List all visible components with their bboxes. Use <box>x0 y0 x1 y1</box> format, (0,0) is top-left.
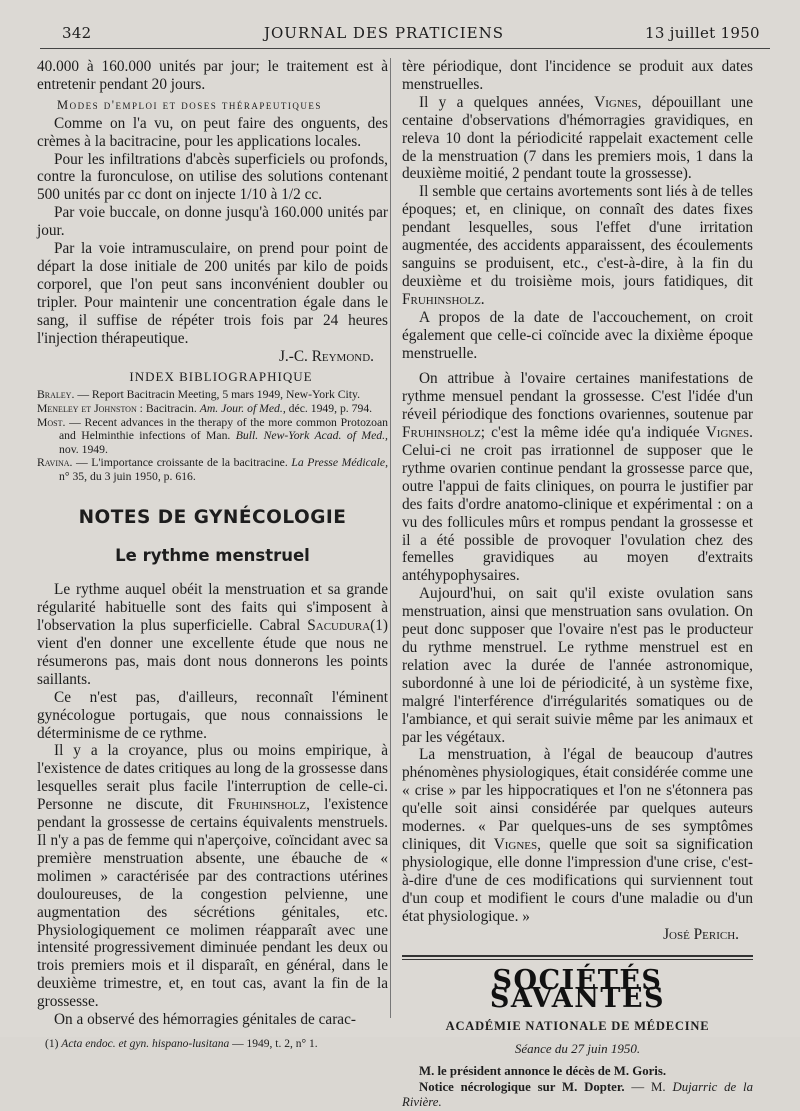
bibliography-entry <box>37 456 388 483</box>
text-run: On attribue à l'ovaire certaines manifestations de rythme mensuel pendant la grossesse. C'est l'idée d'un réveil périodique des fonctions ovariennes, soutenue par <box>402 370 753 424</box>
article-title: Le rythme menstruel <box>115 546 310 566</box>
section-rule <box>402 955 753 957</box>
text-run: , dépouillant une centaine d'observations d'hémorragies gravidiques, en releva 10 dont la périodicité rappelait exactement celle de la menstruation (7 dans les premiers mois, 1 dans la deuxième moitié, 2 pendant toute la grossesse). <box>402 93 753 183</box>
text-run: La menstruation, à l'égal de beaucoup d'autres phénomènes physiologiques, était considérée comme une « crise » par les hippocratiques et l'on ne s'étonnera pas qu'elle soit ainsi considérée par quelques auteurs modernes. « Par quelques-uns de ses symptômes cliniques, dit <box>402 746 753 853</box>
paragraph <box>402 746 753 925</box>
paragraph <box>402 370 753 585</box>
cited-author: Vignes <box>493 835 538 853</box>
paragraph <box>37 581 388 688</box>
text-run: Il y a la croyance, plus ou moins empirique, à l'existence de dates critiques au long de la grossesse dans lesquelles serait plus facile l'interruption de celle-ci. Personne ne discute, dit <box>37 742 388 814</box>
paragraph: Par la voie intramusculaire, on prend pour point de départ la dose initiale de 200 unités par kilo de poids corporel, que l'on peut sans inconvénient doubler ou tripler. Pour maintenir une concentration égale dans le sang, il suffise de répéter trois fois par 24 heures l'injection thérapeutique. <box>37 240 388 347</box>
paragraph: 40.000 à 160.000 unités par jour; le traitement est à entretenir pendant 20 jours. <box>37 58 388 93</box>
header-rule <box>40 48 770 49</box>
paragraph: Pour les infiltrations d'abcès superficiels ou profonds, contre la furonculose, on utilise des solutions contenant 500 unités par cc dont on injecte 1/10 à 1/2 cc. <box>37 150 388 204</box>
bib-text: nov. 1949. <box>59 442 108 456</box>
paragraph: Par voie buccale, on donne jusqu'à 160.000 unités par jour. <box>37 204 388 240</box>
session-date-text: Séance du 27 juin 1950. <box>514 1041 641 1057</box>
paragraph <box>402 183 753 308</box>
cited-author: Fruhinsholz <box>402 424 481 442</box>
paragraph <box>402 94 753 184</box>
journal-title: JOURNAL DES PRATICIENS <box>264 24 505 42</box>
bib-author: Braley. <box>37 388 75 402</box>
session-date <box>402 1040 753 1058</box>
footnote <box>37 1037 388 1051</box>
text-run: — M. <box>624 1079 673 1094</box>
author-signature: J.-C. Reymond. <box>278 347 374 365</box>
text-run: Il semble que certains avortements sont liés à de telles époques; et, en clinique, on connaît des dates fixes pendant lesquelles, sous l'effet d'une irritation augmentée, des accidents apparaissent, des écoulements sanguins se produisent, etc., c'est-à-dire, à la fin du deuxième et du troisième mois, jours fatidiques, dit <box>402 183 753 290</box>
text-run: Le rythme auquel obéit la menstruation et sa grande régularité habituelle sont des faits qui s'imposent à l'observation la plus superficielle. Cabral <box>37 581 388 635</box>
bib-text: — Recent advances in the therapy of the more common Protozoan and Helminthie infections of Man. <box>59 415 388 443</box>
cited-author: Vignes <box>594 93 638 111</box>
bib-journal: Am. Jour. of Med., <box>199 401 286 415</box>
text-run: Il y a quelques années, <box>419 93 595 111</box>
issue-date: 13 juillet 1950 <box>645 24 760 42</box>
footnote-journal: Acta endoc. et gyn. hispano-lusitana <box>61 1037 230 1050</box>
author-signature: José Perich. <box>663 925 739 943</box>
bibliography-list <box>37 388 388 483</box>
left-column <box>37 58 388 1051</box>
academy-title: ACADÉMIE NATIONALE DE MÉDECINE <box>445 1019 710 1034</box>
column-divider <box>390 58 391 1018</box>
section-rule <box>402 959 753 960</box>
paragraph <box>37 742 388 1011</box>
obituary-notice <box>402 1080 753 1111</box>
bib-text: déc. 1949, p. 794. <box>285 401 373 415</box>
section-title: NOTES DE GYNÉCOLOGIE <box>78 507 347 529</box>
paragraph: Aujourd'hui, on sait qu'il existe ovulation sans menstruation, ainsi que menstruation sans ovulation. On peut donc supposer que l'ovaire n'est pas le producteur du rythme menstruel. Le rythme menstruel est en relation avec la durée de l'année astronomique, subordonné à une loi de périodicité, à un système fixe, malgré l'interférence d'irrégularités somatiques ou de l'ambiance, et qui serait suivie même par les animaux et par les végétaux. <box>402 585 753 746</box>
societies-title: SOCIÉTÉS SAVANTES <box>489 965 666 1015</box>
right-column <box>402 58 753 1111</box>
bibliography-entry <box>37 415 388 457</box>
footnote-number: (1) <box>45 1037 62 1050</box>
bib-text: — Report Bacitracin Meeting, 5 mars 1949, New-York City. <box>74 388 361 402</box>
footnote-text: — 1949, t. 2, n° 1. <box>229 1037 318 1050</box>
notice-title: Notice nécrologique sur M. Dopter. <box>419 1079 625 1094</box>
bib-journal: La Presse Médicale, <box>291 456 388 470</box>
bib-text: : Bacitracin. <box>136 401 200 415</box>
cited-author: Vignes <box>705 424 750 442</box>
bibliography-entry <box>37 388 388 402</box>
bib-author: Most. <box>37 415 66 429</box>
page-header <box>0 0 800 50</box>
text-run: . Celui-ci ne croit pas irrationnel de supposer que le rythme ovarien continue pendant la grossesse parce que, outre l'appui de faits cliniques, on pourra le justifier par des faits d'ordre anatomo-clinique et expérimental : on a vu des follicules mûrs et rompus pendant la grossesse et il a été possible de provoquer l'ovulation chez des femelles gravidiques au moyen d'extraits antéhypophysaires. <box>402 424 753 585</box>
paragraph: On a observé des hémorragies génitales de carac- <box>54 1011 356 1029</box>
paragraph: Comme on l'a vu, on peut faire des onguents, des crèmes à la bacitracine, pour les applications locales. <box>37 114 388 150</box>
text-run: ; c'est la même idée qu'a indiquée <box>480 424 706 442</box>
text-run: , quelle que soit sa signification physiologique, elle donne l'impression d'une crise, c'est-à-dire d'une de ces modifications qui surviennent tout d'un coup et modifient le cours d'une maladie ou d'un état physiologique. » <box>402 835 753 925</box>
bib-author: Ravina. <box>37 456 73 470</box>
paragraph: A propos de la date de l'accouchement, on croit également que celle-ci coïncide avec la dixième époque menstruelle. <box>402 308 753 362</box>
page-number: 342 <box>62 24 92 42</box>
text-run: (1) vient d'en donner une excellente étude que nous ne résumerons pas, mais dont nous donnerons les points saillants. <box>37 617 388 688</box>
bib-author: Meneley et Johnston <box>37 401 137 415</box>
text-run: , l'existence pendant la grossesse de certains équivalents menstruels. Il n'y a pas de femme qui n'aperçoive, coïncidant avec sa première menstruation absente, une ébauche de « molimen » caractérisée par des contractions utérines douloureuses, de la congestion pelvienne, une augmentation des sécrétions génitales, etc. Physiologiquement ce molimen réapparaît avec une intensité progressivement diminuée pendant les deux ou trois premiers mois et il disparaît, en général, dans le deuxième trimestre, et, en tout cas, avant la fin de la grossesse. <box>37 796 388 1011</box>
bibliography-title: INDEX BIBLIOGRAPHIQUE <box>129 369 313 385</box>
bib-text: n° 35, du 3 juin 1950, p. 616. <box>59 469 196 483</box>
announcement: M. le président annonce le décès de M. Goris. <box>419 1064 667 1079</box>
paragraph: tère périodique, dont l'incidence se produit aux dates menstruelles. <box>402 58 753 93</box>
paragraph: Ce n'est pas, d'ailleurs, reconnaît l'éminent gynécologue portugais, que nous connaissions le déterminisme de ce rythme. <box>37 688 388 742</box>
bib-journal: Bull. New-York Acad. of Med., <box>235 429 388 443</box>
cited-author: Fruhinsholz <box>402 290 481 308</box>
cited-author: Sacudura <box>307 617 371 635</box>
bibliography-entry <box>37 401 388 416</box>
text-run: . <box>480 290 485 308</box>
subsection-title: Modes d'emploi et doses thérapeutiques <box>57 97 322 112</box>
bib-text: — L'importance croissante de la bacitracine. <box>72 456 292 470</box>
cited-author: Fruhinsholz <box>227 796 307 814</box>
notice-author: Dujarric de la Rivière. <box>402 1079 753 1110</box>
